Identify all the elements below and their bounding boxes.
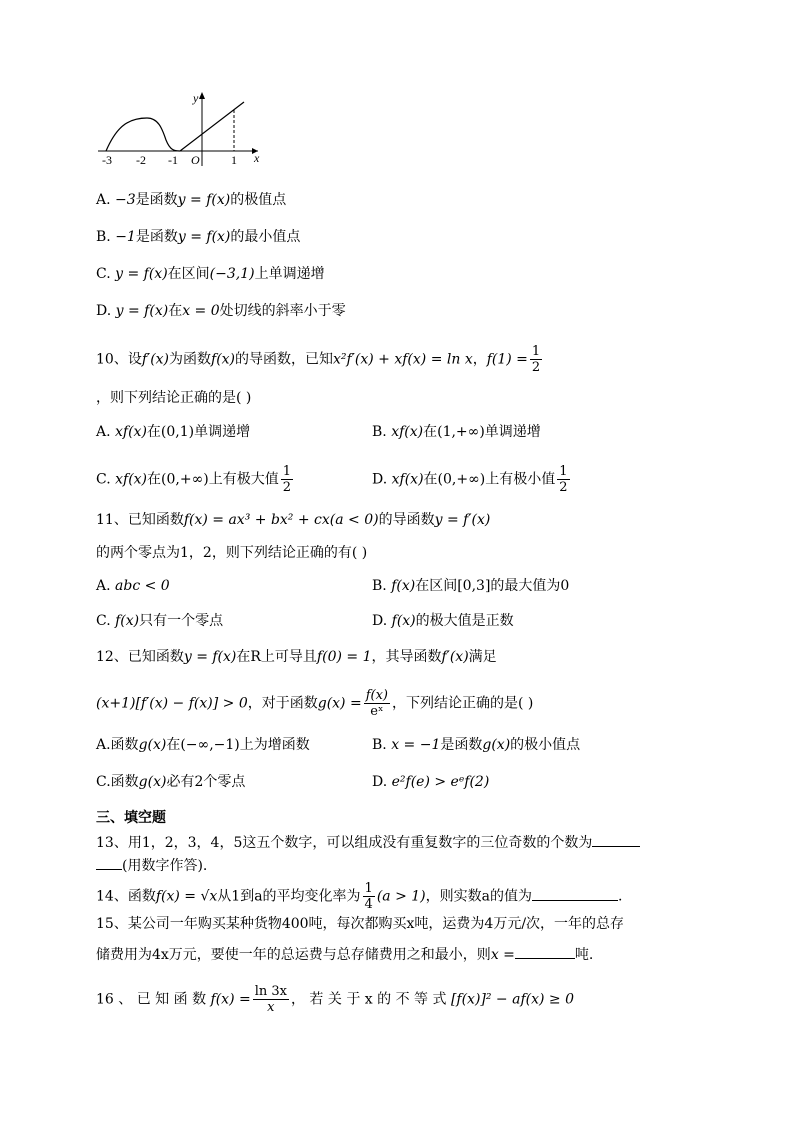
function-graph	[92, 88, 272, 168]
q12-option-c: C.函数g(x)必有2个零点	[96, 774, 246, 790]
q10-option-d: D. xf(x)在(0,+∞)上有极小值 $\frac{1}{2}$	[372, 464, 568, 495]
q12-stem-cont: (x+1)[f′(x) − f(x)] > 0，对于函数g(x) = $\frac{f(x)}{\text{eˣ}}$ ，下列结论正确的是( )	[96, 688, 534, 719]
curve	[106, 102, 244, 151]
q9-option-a: A. −3是函数y = f(x)的极值点	[96, 192, 287, 208]
q13-stem-cont: (用数字作答).	[96, 855, 207, 876]
tick-1: 1	[231, 153, 237, 167]
q12-stem: 12、已知函数y = f(x)在R上可导且f(0) = 1，其导函数f′(x)满足	[96, 649, 497, 665]
x-label: x	[254, 151, 260, 165]
q11-option-d: D. f(x)的极大值是正数	[372, 613, 514, 629]
q12-option-d: D. e²f(e) > eᵉf(2)	[372, 774, 490, 790]
q11-option-a: A. abc < 0	[96, 578, 170, 594]
fraction-one-half: $\frac{1}{2}$	[531, 344, 541, 375]
q9-option-d: D. y = f(x)在x = 0处切线的斜率小于零	[96, 303, 346, 319]
y-label: y	[193, 91, 199, 105]
q16-stem: 16 、 已 知 函 数 f(x) = $\frac{\ln 3x}{x}$ ， 若 关 于 x 的 不 等 式 [f(x)]² − af(x) ≥ 0	[96, 984, 574, 1015]
q15-stem-cont: 储费用为4x万元，要使一年的总运费与总存储费用之和最小，则x = 吨.	[96, 944, 593, 965]
q10-option-b: B. xf(x)在(1,+∞)单调递增	[372, 424, 541, 440]
tick-neg2: -2	[136, 153, 146, 167]
q11-option-b: B. f(x)在区间[0,3]的最大值为0	[372, 578, 570, 594]
q9-option-b: B. −1是函数y = f(x)的最小值点	[96, 229, 301, 245]
q11-stem-cont: 的两个零点为1，2，则下列结论正确的有( )	[96, 545, 368, 561]
q14-stem: 14、函数f(x) = √x从1到a的平均变化率为 $\frac{1}{4}$ (a > 1)，则实数a的值为 .	[96, 881, 623, 912]
q9-option-c: C. y = f(x)在区间(−3,1)上单调递增	[96, 266, 325, 282]
tick-origin: O	[191, 153, 200, 167]
tick-neg1: -1	[168, 153, 178, 167]
q11-option-c: C. f(x)只有一个零点	[96, 613, 224, 629]
q11-stem: 11、已知函数f(x) = ax³ + bx² + cx(a < 0)的导函数y = f′(x)	[96, 512, 491, 528]
q10-stem-cont: ，则下列结论正确的是( )	[96, 390, 252, 406]
q10-option-a: A. xf(x)在(0,1)单调递增	[96, 424, 251, 440]
q15-stem: 15、某公司一年购买某种货物400吨，每次都购买x吨，运费为4万元/次，一年的总存	[96, 916, 625, 932]
q10-option-c: C. xf(x)在(0,+∞)上有极大值 $\frac{1}{2}$	[96, 464, 291, 495]
q10-stem: 10、设f′(x)为函数f(x)的导函数，已知x²f′(x) + xf(x) = ln x，f(1) = $\frac{1}{2}$	[96, 344, 541, 375]
q12-option-b: B. x = −1是函数g(x)的极小值点	[372, 737, 581, 753]
tick-neg3: -3	[102, 153, 112, 167]
q12-option-a: A.函数g(x)在(−∞,−1)上为增函数	[96, 737, 310, 753]
section-heading-fill-in: 三、填空题	[96, 810, 166, 826]
q13-stem: 13、用1，2，3，4，5这五个数字，可以组成没有重复数字的三位奇数的个数为	[96, 832, 640, 853]
